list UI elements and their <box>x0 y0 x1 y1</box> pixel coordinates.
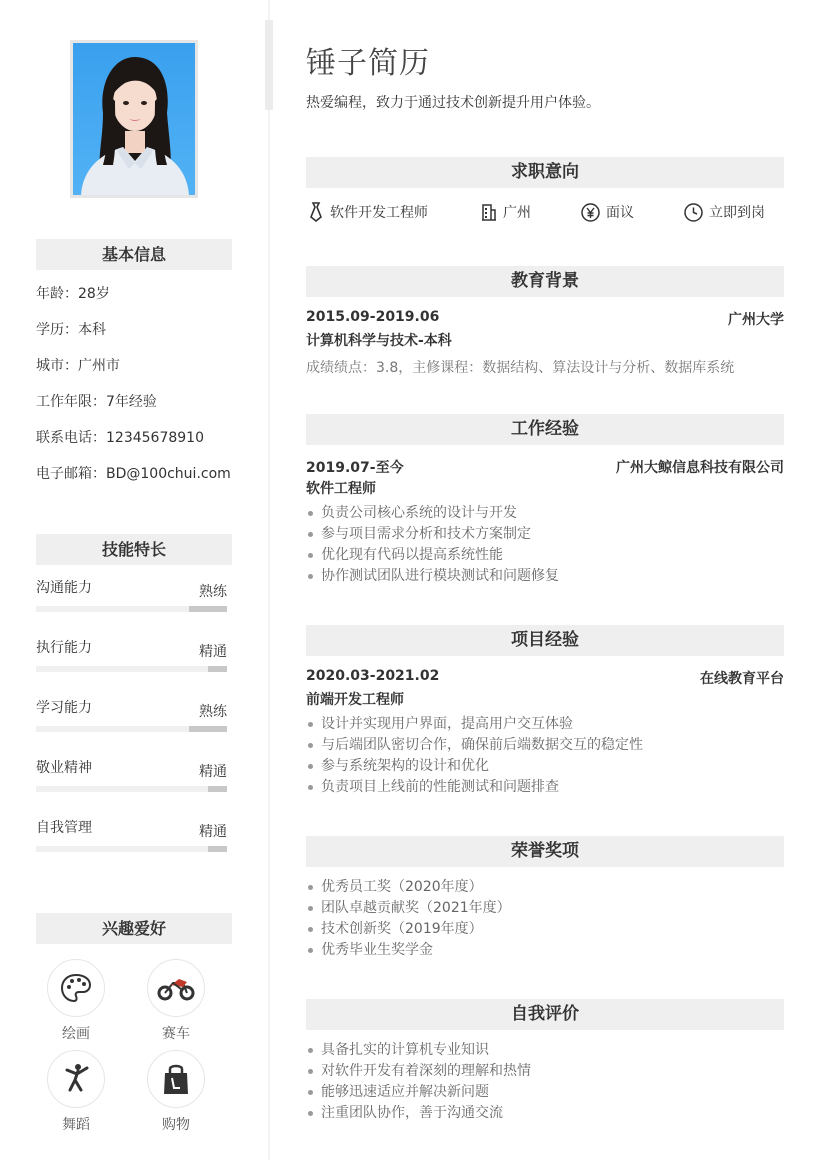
work-duties <box>306 503 559 587</box>
hobby-label: 赛车 <box>162 1026 190 1042</box>
info-experience-years: 工作年限：7年经验 <box>36 394 157 410</box>
intent-city-label: 广州 <box>503 205 531 221</box>
hobbies-title: 兴趣爱好 <box>36 913 232 944</box>
list-item: 参与项目需求分析和技术方案制定 <box>306 524 559 545</box>
list-item: 团队卓越贡献奖（2021年度） <box>306 898 511 919</box>
skill-row <box>36 757 227 797</box>
list-item: 设计并实现用户界面，提高用户交互体验 <box>306 714 643 735</box>
skill-name: 学习能力 <box>36 700 92 716</box>
intent-position <box>308 202 428 222</box>
self-eval-title: 自我评价 <box>306 999 784 1030</box>
skill-bar-track <box>36 846 227 852</box>
info-email: 电子邮箱：BD@100chui.com <box>36 466 231 482</box>
hobby-label: 购物 <box>162 1117 190 1133</box>
sidebar-divider-accent <box>265 20 273 110</box>
profile-photo <box>73 43 195 195</box>
intent-position-label: 软件开发工程师 <box>330 205 428 221</box>
dancer-icon <box>47 1050 105 1108</box>
basic-info-title: 基本信息 <box>36 239 232 270</box>
skill-bar-fill <box>208 666 227 672</box>
hobby-item <box>141 1050 211 1134</box>
project-role: 前端开发工程师 <box>306 692 404 708</box>
skill-level: 熟练 <box>199 584 227 600</box>
project-title: 项目经验 <box>306 625 784 656</box>
skill-row <box>36 697 227 737</box>
skill-level: 精通 <box>199 764 227 780</box>
sidebar <box>0 0 268 1160</box>
list-item: 对软件开发有着深刻的理解和热情 <box>306 1061 531 1082</box>
education-note: 成绩绩点：3.8，主修课程：数据结构、算法设计与分析、数据库系统 <box>306 360 735 376</box>
skill-bar-track <box>36 666 227 672</box>
project-name: 在线教育平台 <box>700 671 784 687</box>
skill-row <box>36 577 227 617</box>
intent-city <box>481 202 531 222</box>
skill-row <box>36 637 227 677</box>
resume-tagline: 热爱编程，致力于通过技术创新提升用户体验。 <box>306 95 600 111</box>
work-role: 软件工程师 <box>306 481 376 497</box>
hobby-item <box>41 959 111 1043</box>
info-phone: 联系电话：12345678910 <box>36 430 204 446</box>
education-date: 2015.09-2019.06 <box>306 309 440 325</box>
hobby-item <box>141 959 211 1043</box>
yen-icon <box>581 203 600 222</box>
list-item: 技术创新奖（2019年度） <box>306 919 511 940</box>
motorcycle-icon <box>147 959 205 1017</box>
intent-salary <box>581 202 634 222</box>
palette-icon <box>47 959 105 1017</box>
list-item: 与后端团队密切合作，确保前后端数据交互的稳定性 <box>306 735 643 756</box>
self-eval-list <box>306 1040 531 1124</box>
skill-bar-track <box>36 606 227 612</box>
list-item: 具备扎实的计算机专业知识 <box>306 1040 531 1061</box>
skill-name: 沟通能力 <box>36 580 92 596</box>
skill-name: 敬业精神 <box>36 760 92 776</box>
skill-level: 精通 <box>199 824 227 840</box>
work-title: 工作经验 <box>306 414 784 445</box>
skill-name: 自我管理 <box>36 820 92 836</box>
project-date: 2020.03-2021.02 <box>306 668 440 684</box>
hobby-label: 舞蹈 <box>62 1117 90 1133</box>
skill-bar-fill <box>189 606 227 612</box>
resume-name: 锤子简历 <box>306 46 430 81</box>
honors-title: 荣誉奖项 <box>306 836 784 867</box>
intent-salary-label: 面议 <box>606 205 634 221</box>
list-item: 注重团队协作，善于沟通交流 <box>306 1103 531 1124</box>
skill-bar-track <box>36 726 227 732</box>
hobby-item <box>41 1050 111 1134</box>
skill-bar-fill <box>208 846 227 852</box>
sidebar-divider <box>268 0 270 1160</box>
list-item: 参与系统架构的设计和优化 <box>306 756 643 777</box>
list-item: 优秀毕业生奖学金 <box>306 940 511 961</box>
list-item: 能够迅速适应并解决新问题 <box>306 1082 531 1103</box>
education-major: 计算机科学与技术-本科 <box>306 333 452 349</box>
info-age: 年龄：28岁 <box>36 286 110 302</box>
profile-photo-frame <box>70 40 198 198</box>
list-item: 负责项目上线前的性能测试和问题排查 <box>306 777 643 798</box>
hobby-label: 绘画 <box>62 1026 90 1042</box>
list-item: 优化现有代码以提高系统性能 <box>306 545 559 566</box>
skill-bar-fill <box>189 726 227 732</box>
skill-bar-fill <box>208 786 227 792</box>
skills-title: 技能特长 <box>36 534 232 565</box>
shopping-bag-icon <box>147 1050 205 1108</box>
skill-level: 精通 <box>199 644 227 660</box>
intent-title: 求职意向 <box>306 157 784 188</box>
building-icon <box>481 203 497 221</box>
project-duties <box>306 714 643 798</box>
education-title: 教育背景 <box>306 266 784 297</box>
education-school: 广州大学 <box>728 312 784 328</box>
list-item: 优秀员工奖（2020年度） <box>306 877 511 898</box>
work-date: 2019.07-至今 <box>306 460 404 476</box>
intent-availability-label: 立即到岗 <box>709 205 765 221</box>
info-city: 城市：广州市 <box>36 358 120 374</box>
work-company: 广州大鲸信息科技有限公司 <box>616 460 784 476</box>
skill-name: 执行能力 <box>36 640 92 656</box>
honors-list <box>306 877 511 961</box>
tie-icon <box>308 202 324 222</box>
skill-bar-track <box>36 786 227 792</box>
list-item: 负责公司核心系统的设计与开发 <box>306 503 559 524</box>
skill-level: 熟练 <box>199 704 227 720</box>
intent-availability <box>684 202 765 222</box>
clock-icon <box>684 203 703 222</box>
info-education: 学历：本科 <box>36 322 106 338</box>
list-item: 协作测试团队进行模块测试和问题修复 <box>306 566 559 587</box>
skill-row <box>36 817 227 857</box>
